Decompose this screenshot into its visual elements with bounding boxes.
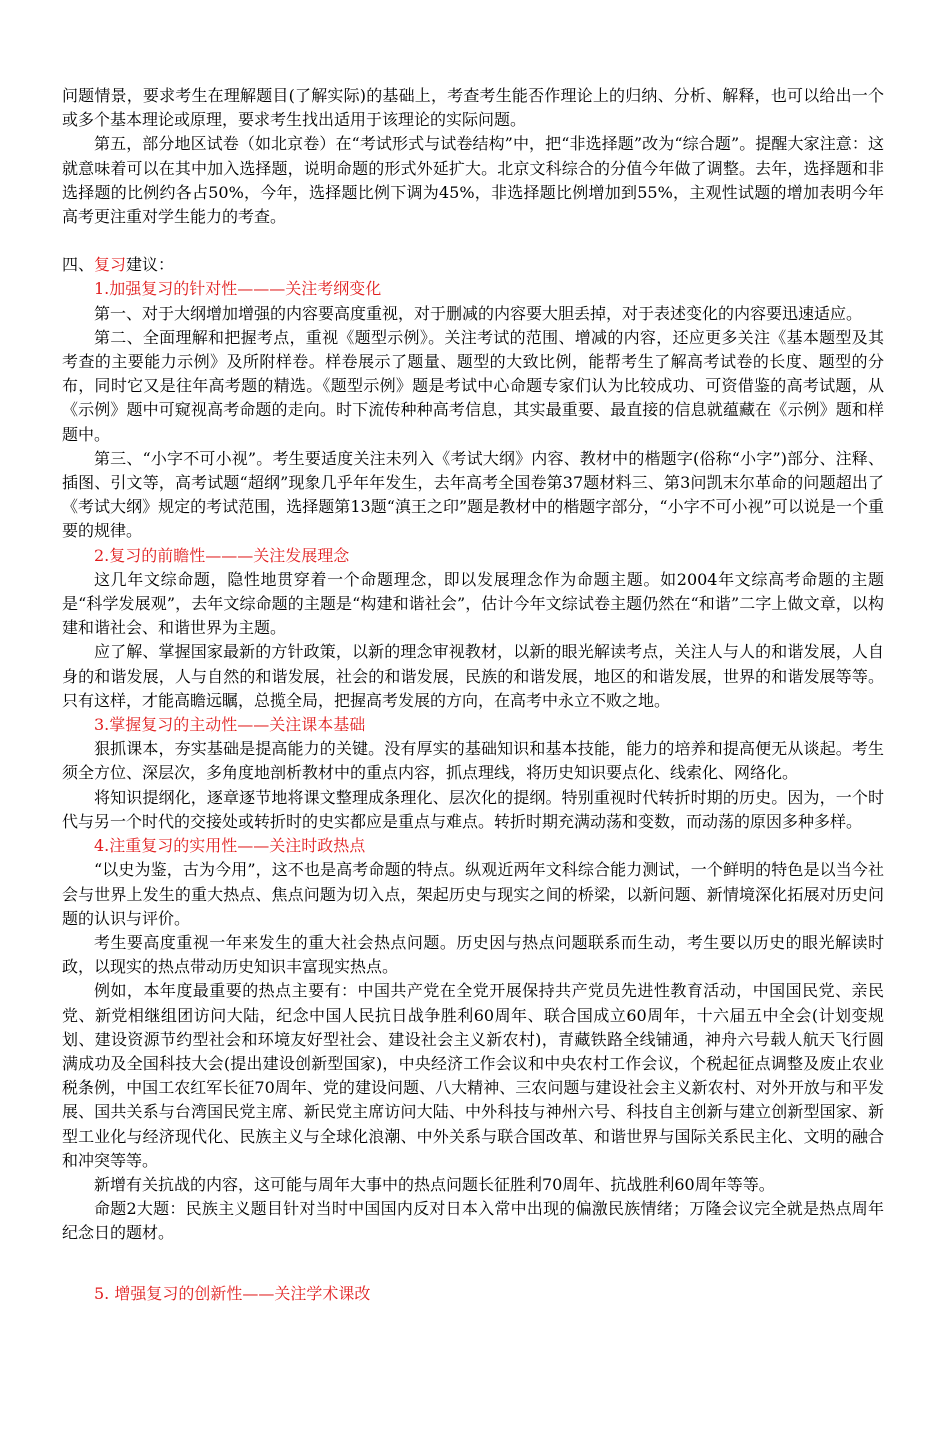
paragraph: 第二、全面理解和把握考点，重视《题型示例》。关注考试的范围、增减的内容，还应更多关注《基本题型及其考查的主要能力示例》及所附样卷。样卷展示了题量、题型的大致比例，能帮考生了解高考试卷的长度、题型的分布，同时它又是往年高考题的精选。《题型示例》题是考试中心命题专家们认为比较成功、可资借鉴的高考试题，从《示例》题中可窥视高考命题的走向。时下流传种种高考信息，其实最重要、最直接的信息就蕴藏在《示例》题和样题中。 [62,327,884,444]
paragraph: 这几年文综命题，隐性地贯穿着一个命题理念，即以发展理念作为命题主题。如2004年文综高考命题的主题是“科学发展观”，去年文综命题的主题是“构建和谐社会”，估计今年文综试卷主题仍然在“和谐”二字上做文章，以构建和谐社会、和谐世界为主题。 [62,569,884,638]
document-body [62,84,884,1306]
section-keyword: 复习 [94,255,127,275]
paragraph: 问题情景，要求考生在理解题目(了解实际)的基础上，考查考生能否作理论上的归纳、分析、解释，也可以给出一个或多个基本理论或原理，要求考生找出适用于该理论的实际问题。 [62,86,884,130]
section-title-suffix: 建议： [126,255,175,275]
paragraph: 第一、对于大纲增加增强的内容要高度重视，对于删减的内容要大胆丢掉，对于表述变化的内容要迅速适应。 [94,303,863,323]
paragraph: “以史为鉴，古为今用”，这不也是高考命题的特点。纵观近两年文科综合能力测试，一个鲜明的特色是以当今社会与世界上发生的重大热点、焦点问题为切入点，架起历史与现实之间的桥梁，以新问题、新情境深化拓展对历史问题的认识与评价。 [62,860,884,928]
spacer [62,1246,884,1282]
subheading-4: 4.注重复习的实用性——关注时政热点 [94,836,366,856]
section-heading [62,253,884,277]
section-number: 四、 [62,255,95,275]
subheading-2: 2.复习的前瞻性———关注发展理念 [94,545,350,565]
subheading-1: 1.加强复习的针对性———关注考纲变化 [94,279,382,299]
subheading-5: 5. 增强复习的创新性——关注学术课改 [94,1283,371,1303]
paragraph: 考生要高度重视一年来发生的重大社会热点问题。历史因与热点问题联系而生动，考生要以历史的眼光解读时政，以现实的热点带动历史知识丰富现实热点。 [62,932,884,977]
paragraph: 新增有关抗战的内容，这可能与周年大事中的热点问题长征胜利70周年、抗战胜利60周年等等。 [94,1174,775,1194]
paragraph: 狠抓课本，夯实基础是提高能力的关键。没有厚实的基础知识和基本技能，能力的培养和提高便无从谈起。考生须全方位、深层次，多角度地剖析教材中的重点内容，抓点理线，将历史知识要点化、线索化、网络化。 [62,739,884,783]
paragraph: 例如，本年度最重要的热点主要有：中国共产党在全党开展保持共产党员先进性教育活动，中国国民党、亲民党、新党相继组团访问大陆，纪念中国人民抗日战争胜利60周年、联合国成立60周年，十六届五中全会(计划变规划、建设资源节约型社会和环境友好型社会、建设社会主义新农村)，青藏铁路全线铺通，神舟六号载人航天飞行圆满成功及全国科技大会(提出建设创新型国家)，中央经济工作会议和中央农村工作会议，个税起征点调整及废止农业税条例，中国工农红军长征70周年、党的建设问题、八大精神、三农问题与建设社会主义新农村、对外开放与和平发展、国共关系与台湾国民党主席、新民党主席访问大陆、中外科技与神州六号、科技自主创新与建立创新型国家、新型工业化与经济现代化、民族主义与全球化浪潮、中外关系与联合国改革、和谐世界与国际关系民主化、文明的融合和冲突等等。 [62,981,884,1170]
paragraph: 应了解、掌握国家最新的方针政策，以新的理念审视教材，以新的眼光解读考点，关注人与人的和谐发展，人自身的和谐发展，人与自然的和谐发展，社会的和谐发展，民族的和谐发展，地区的和谐发展，世界的和谐发展等等。只有这样，才能高瞻远瞩，总揽全局，把握高考发展的方向，在高考中永立不败之地。 [62,642,884,710]
subheading-3: 3.掌握复习的主动性——关注课本基础 [94,715,366,735]
paragraph: 将知识提纲化，逐章逐节地将课文整理成条理化、层次化的提纲。特别重视时代转折时期的历史。因为，一个时代与另一个时代的交接处或转折时的史实都应是重点与难点。转折时期充满动荡和变数，而动荡的原因多种多样。 [62,787,884,831]
paragraph: 第三、“小字不可小视”。考生要适度关注未列入《考试大纲》内容、教材中的楷题字(俗称“小字”)部分、注释、插图、引文等，高考试题“超纲”现象几乎年年发生，去年高考全国卷第37题材料三、第3问凯末尔革命的问题超出了《考试大纲》规定的考试范围，选择题第13题“滇王之印”题是教材中的楷题字部分，“小字不可小视”可以说是一个重要的规律。 [62,448,884,541]
paragraph: 命题2大题：民族主义题目针对当时中国国内反对日本入常中出现的偏激民族情绪；万隆会议完全就是热点周年纪念日的题材。 [62,1199,884,1243]
spacer [62,229,884,253]
paragraph: 第五，部分地区试卷（如北京卷）在“考试形式与试卷结构”中，把“非选择题”改为“综合题”。提醒大家注意：这就意味着可以在其中加入选择题，说明命题的形式外延扩大。北京文科综合的分值今年做了调整。去年，选择题和非选择题的比例约各占50%，今年，选择题比例下调为45%，非选择题比例增加到55%，主观性试题的增加表明今年高考更注重对学生能力的考查。 [62,134,884,227]
